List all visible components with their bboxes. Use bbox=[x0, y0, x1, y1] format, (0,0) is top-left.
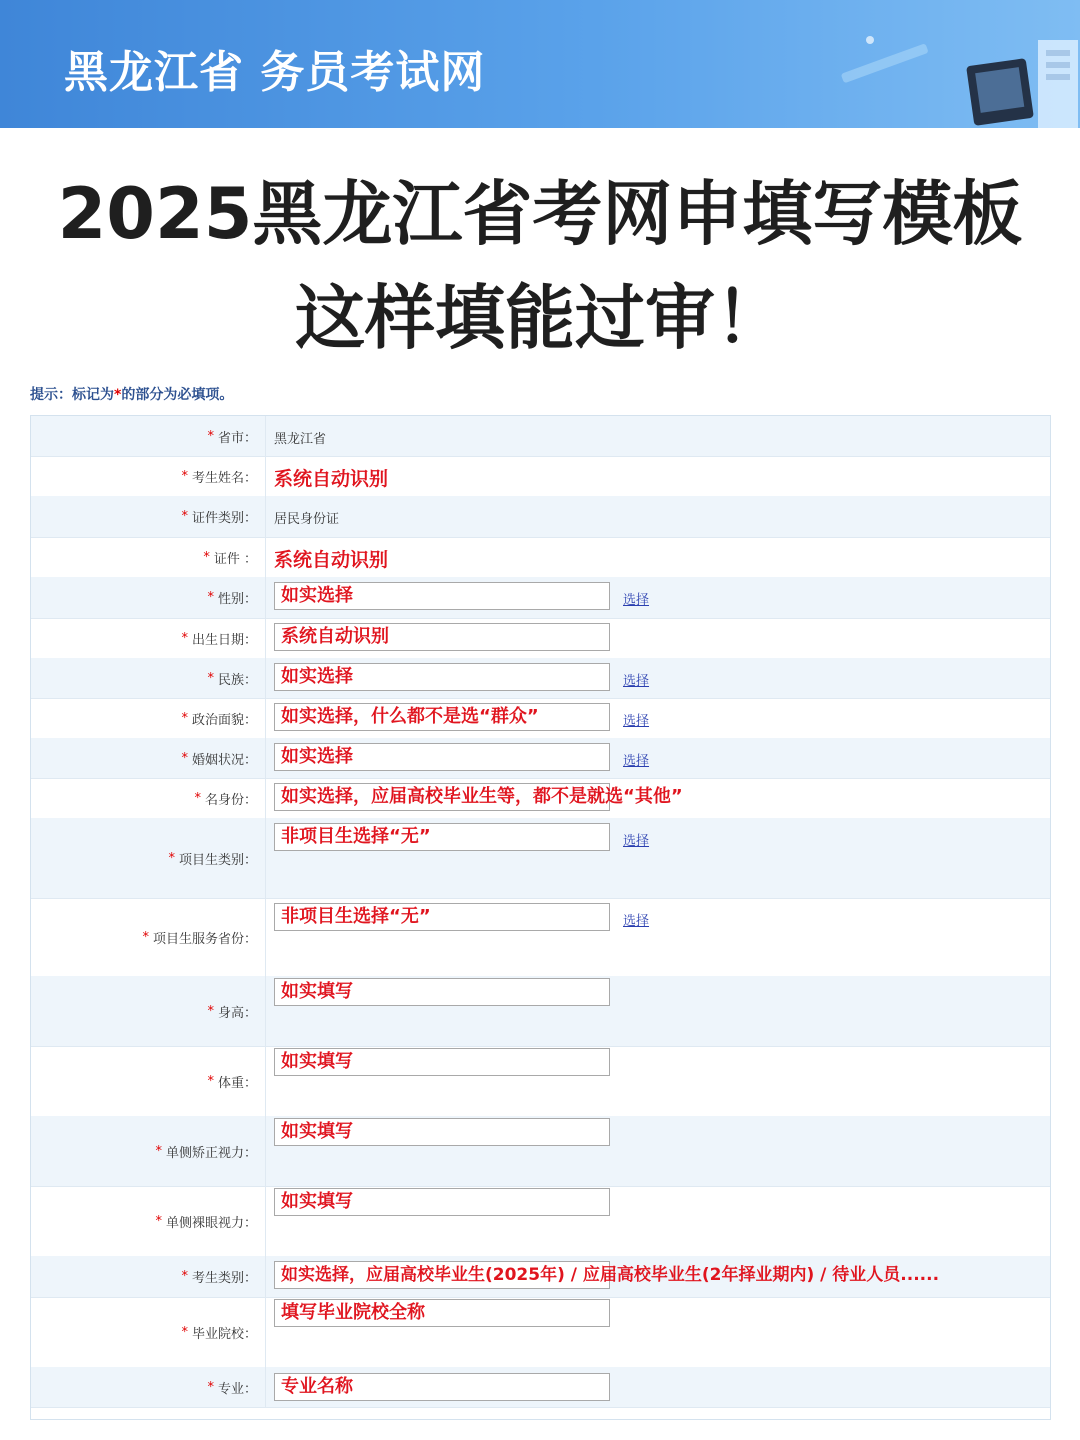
label-text: 名身份： bbox=[204, 792, 257, 808]
identity-input[interactable]: 如实选择，应届高校毕业生等，都不是就选“其他” bbox=[274, 783, 610, 811]
required-star: * bbox=[181, 468, 188, 484]
label-text: 省市： bbox=[217, 430, 257, 446]
hint-suffix: 的部分为必填项。 bbox=[121, 387, 234, 403]
project-type-input[interactable]: 非项目生选择“无” bbox=[274, 823, 610, 851]
label-text: 考生类别： bbox=[191, 1271, 257, 1286]
required-star: * bbox=[207, 1073, 214, 1089]
required-star: * bbox=[207, 670, 214, 686]
field-label bbox=[31, 778, 266, 818]
headline-line-1: 2025黑龙江省考网申填写模板 bbox=[57, 173, 1023, 255]
site-name: 黑龙江省 务员考试网 bbox=[64, 47, 486, 98]
id-number-value: 系统自动识别 bbox=[274, 549, 389, 571]
form-row-height bbox=[31, 976, 1050, 1047]
field-label bbox=[31, 1186, 266, 1256]
form-row-province bbox=[31, 416, 1050, 457]
form-row-identity bbox=[31, 778, 1050, 819]
label-text: 毕业院校： bbox=[191, 1326, 257, 1342]
required-star: * bbox=[181, 750, 188, 766]
field-label bbox=[31, 618, 266, 658]
required-star: * bbox=[181, 509, 188, 524]
field-label bbox=[31, 456, 266, 496]
label-text: 婚姻状况： bbox=[191, 752, 257, 768]
form-row-id-number bbox=[31, 537, 1050, 578]
naked-vision-input[interactable]: 如实填写 bbox=[274, 1188, 610, 1216]
field-label bbox=[31, 1046, 266, 1116]
field-label bbox=[31, 698, 266, 738]
form-row-gender bbox=[31, 577, 1050, 619]
label-text: 民族： bbox=[217, 672, 257, 688]
label-text: 证件 ： bbox=[213, 551, 257, 567]
gender-input[interactable]: 如实选择 bbox=[274, 582, 610, 610]
field-label bbox=[31, 898, 266, 976]
required-star: * bbox=[168, 850, 175, 866]
registration-form bbox=[30, 415, 1051, 1420]
field-label bbox=[31, 1297, 266, 1367]
form-row-naked-vision bbox=[31, 1186, 1050, 1257]
label-text: 项目生服务省份： bbox=[152, 931, 257, 947]
required-star: * bbox=[207, 1379, 214, 1395]
form-row-id-type bbox=[31, 496, 1050, 538]
required-star: * bbox=[155, 1143, 162, 1159]
form-row-ethnicity bbox=[31, 658, 1050, 699]
project-type-select-link[interactable]: 选择 bbox=[623, 834, 650, 849]
candidate-category-input[interactable]: 如实选择，应届高校毕业生(2025年) / 应届高校毕业生(2年择业期内) / 待业人员...... bbox=[274, 1261, 610, 1289]
gender-select-link[interactable]: 选择 bbox=[623, 593, 650, 608]
form-row-corrected-vision bbox=[31, 1116, 1050, 1187]
id-type-value: 居民身份证 bbox=[274, 512, 340, 527]
field-label bbox=[31, 416, 266, 456]
form-row-political-status bbox=[31, 698, 1050, 739]
required-star: * bbox=[207, 1003, 214, 1019]
form-row-name bbox=[31, 456, 1050, 497]
form-row-project-province bbox=[31, 898, 1050, 977]
political-status-input[interactable]: 如实选择，什么都不是选“群众” bbox=[274, 703, 610, 731]
required-star: * bbox=[155, 1213, 162, 1229]
label-text: 考生姓名： bbox=[191, 470, 257, 486]
form-row-school bbox=[31, 1297, 1050, 1368]
project-province-input[interactable]: 非项目生选择“无” bbox=[274, 903, 610, 931]
label-text: 身高： bbox=[217, 1005, 257, 1021]
form-row-weight bbox=[31, 1046, 1050, 1117]
site-banner bbox=[0, 0, 1080, 128]
marital-status-input[interactable]: 如实选择 bbox=[274, 743, 610, 771]
corrected-vision-input[interactable]: 如实填写 bbox=[274, 1118, 610, 1146]
height-input[interactable]: 如实填写 bbox=[274, 978, 610, 1006]
field-label bbox=[31, 1116, 266, 1186]
field-label bbox=[31, 738, 266, 778]
form-row-major bbox=[31, 1367, 1050, 1408]
required-star: * bbox=[207, 428, 214, 444]
ethnicity-input[interactable]: 如实选择 bbox=[274, 663, 610, 691]
label-text: 专业： bbox=[217, 1381, 257, 1397]
form-row-birthdate bbox=[31, 618, 1050, 659]
required-star: * bbox=[142, 929, 149, 945]
label-text: 出生日期： bbox=[191, 632, 257, 648]
hint-prefix: 提示：标记为 bbox=[30, 387, 114, 403]
ethnicity-select-link[interactable]: 选择 bbox=[623, 674, 650, 689]
required-star: * bbox=[181, 630, 188, 646]
field-label bbox=[31, 1367, 266, 1407]
required-star: * bbox=[181, 1324, 188, 1340]
label-text: 性别： bbox=[217, 592, 257, 607]
label-text: 体重： bbox=[217, 1075, 257, 1091]
headline-line-2: 这样填能过审！ bbox=[295, 277, 785, 359]
computer-illustration-icon bbox=[820, 0, 1080, 128]
weight-input[interactable]: 如实填写 bbox=[274, 1048, 610, 1076]
hint-star: * bbox=[114, 387, 122, 403]
field-label bbox=[31, 1256, 266, 1297]
major-input[interactable]: 专业名称 bbox=[274, 1373, 610, 1401]
marital-status-select-link[interactable]: 选择 bbox=[623, 754, 650, 769]
form-row-project-type bbox=[31, 818, 1050, 899]
field-label bbox=[31, 496, 266, 537]
form-row-marital-status bbox=[31, 738, 1050, 779]
name-value: 系统自动识别 bbox=[274, 468, 389, 490]
field-label bbox=[31, 976, 266, 1046]
required-star: * bbox=[194, 790, 201, 806]
label-text: 单侧矫正视力： bbox=[165, 1145, 257, 1161]
field-label bbox=[31, 577, 266, 618]
birthdate-input[interactable]: 系统自动识别 bbox=[274, 623, 610, 651]
required-star: * bbox=[181, 710, 188, 726]
label-text: 证件类别： bbox=[191, 511, 257, 526]
political-status-select-link[interactable]: 选择 bbox=[623, 714, 650, 729]
required-hint bbox=[30, 384, 233, 404]
project-province-select-link[interactable]: 选择 bbox=[623, 914, 650, 929]
label-text: 项目生类别： bbox=[178, 852, 257, 868]
form-row-candidate-category bbox=[31, 1256, 1050, 1298]
required-star: * bbox=[207, 590, 214, 605]
field-label bbox=[31, 537, 266, 577]
required-star: * bbox=[203, 549, 210, 565]
label-text: 单侧裸眼视力： bbox=[165, 1215, 257, 1231]
required-star: * bbox=[181, 1269, 188, 1284]
field-label bbox=[31, 658, 266, 698]
province-value: 黑龙江省 bbox=[274, 432, 327, 447]
school-input[interactable]: 填写毕业院校全称 bbox=[274, 1299, 610, 1327]
field-label bbox=[31, 818, 266, 898]
label-text: 政治面貌： bbox=[191, 712, 257, 728]
